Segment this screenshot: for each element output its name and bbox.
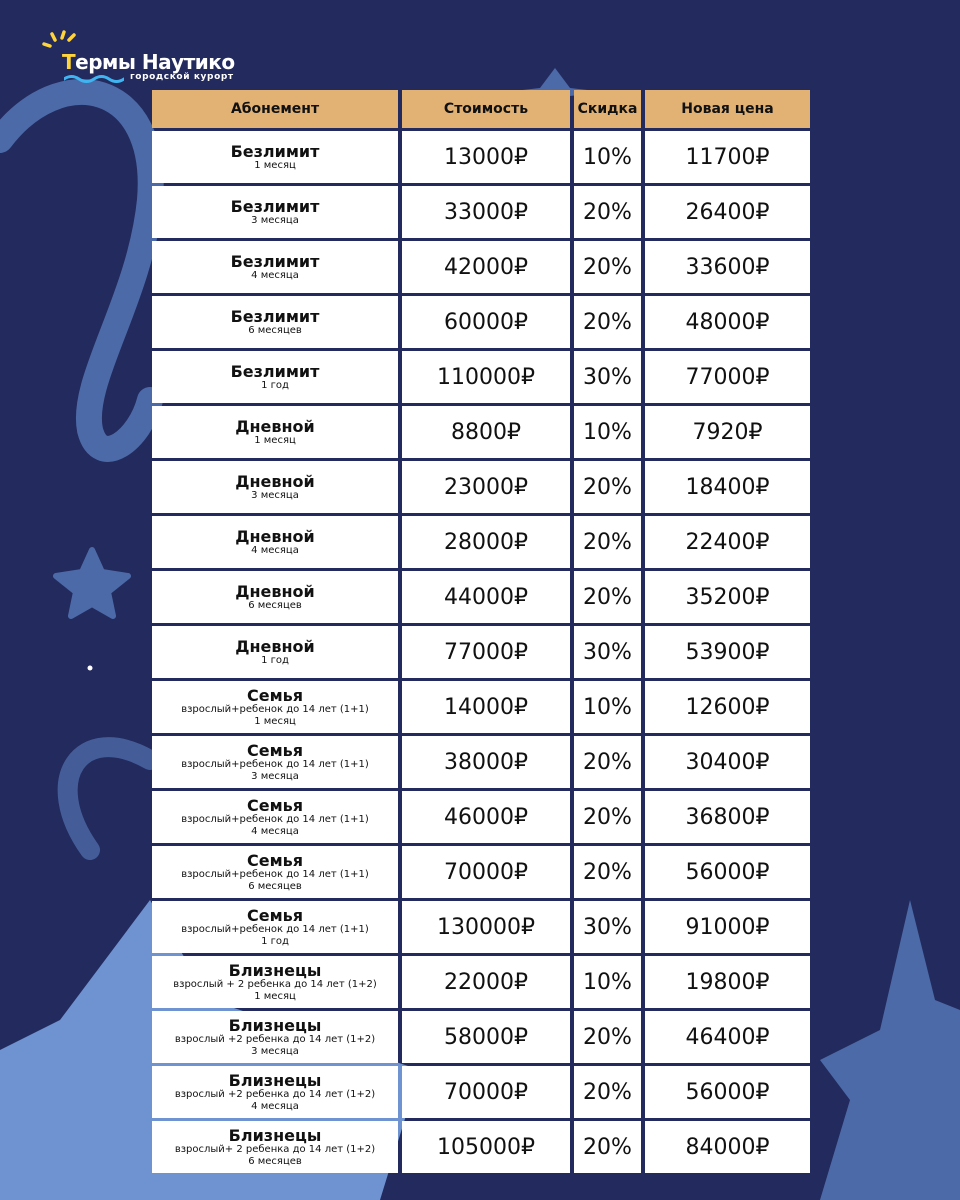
subscription-name: Близнецы bbox=[228, 960, 322, 980]
price-cell bbox=[402, 846, 570, 898]
new-price-value: 84000₽ bbox=[685, 1134, 770, 1160]
subscription-detail: 4 месяца bbox=[251, 1100, 299, 1112]
price-cell bbox=[402, 461, 570, 513]
price-value: 33000₽ bbox=[444, 199, 528, 225]
new-price-cell bbox=[645, 956, 810, 1008]
price-value: 110000₽ bbox=[437, 364, 535, 390]
subscription-detail: 4 месяца bbox=[251, 825, 299, 837]
subscription-detail: взрослый+ребенок до 14 лет (1+1) bbox=[181, 868, 369, 880]
new-price-value: 7920₽ bbox=[692, 419, 763, 445]
subscription-cell bbox=[152, 571, 398, 623]
new-price-cell bbox=[645, 351, 810, 403]
discount-cell bbox=[574, 516, 641, 568]
header-subscription: Абонемент bbox=[152, 90, 398, 128]
discount-value: 20% bbox=[583, 749, 632, 775]
discount-cell bbox=[574, 626, 641, 678]
new-price-value: 26400₽ bbox=[685, 199, 770, 225]
new-price-cell bbox=[645, 681, 810, 733]
discount-cell bbox=[574, 681, 641, 733]
discount-cell bbox=[574, 241, 641, 293]
subscription-name: Безлимит bbox=[230, 361, 320, 381]
discount-value: 20% bbox=[583, 804, 632, 830]
new-price-value: 36800₽ bbox=[685, 804, 770, 830]
price-cell bbox=[402, 406, 570, 458]
discount-value: 10% bbox=[583, 419, 632, 445]
subscription-detail: взрослый + 2 ребенка до 14 лет (1+2) bbox=[173, 978, 377, 990]
subscription-cell bbox=[152, 296, 398, 348]
subscription-name: Дневной bbox=[235, 636, 315, 656]
header-discount: Скидка bbox=[574, 90, 641, 128]
subscription-detail: 1 год bbox=[261, 379, 289, 391]
subscription-name: Близнецы bbox=[228, 1015, 322, 1035]
bg-star-right bbox=[820, 900, 960, 1200]
new-price-value: 46400₽ bbox=[685, 1024, 770, 1050]
discount-value: 20% bbox=[583, 529, 632, 555]
price-value: 38000₽ bbox=[444, 749, 528, 775]
subscription-name: Семья bbox=[246, 905, 304, 925]
price-value: 58000₽ bbox=[444, 1024, 528, 1050]
subscription-name: Семья bbox=[246, 685, 304, 705]
discount-value: 20% bbox=[583, 199, 632, 225]
new-price-cell bbox=[645, 1066, 810, 1118]
waves-icon bbox=[64, 74, 124, 84]
new-price-cell bbox=[645, 461, 810, 513]
new-price-value: 11700₽ bbox=[685, 144, 770, 170]
brand-logo bbox=[42, 30, 242, 90]
bg-dot bbox=[88, 666, 93, 671]
discount-value: 20% bbox=[583, 309, 632, 335]
discount-cell bbox=[574, 1121, 641, 1173]
price-value: 8800₽ bbox=[451, 419, 521, 445]
bg-star-left bbox=[56, 550, 128, 616]
subscription-detail: 4 месяца bbox=[251, 544, 299, 556]
new-price-cell bbox=[645, 791, 810, 843]
subscription-name: Безлимит bbox=[230, 196, 320, 216]
new-price-cell bbox=[645, 1011, 810, 1063]
price-value: 22000₽ bbox=[444, 969, 528, 995]
subscription-detail: взрослый +2 ребенка до 14 лет (1+2) bbox=[174, 1088, 376, 1100]
price-value: 46000₽ bbox=[444, 804, 528, 830]
subscription-cell bbox=[152, 131, 398, 183]
discount-value: 20% bbox=[583, 1134, 632, 1160]
price-value: 23000₽ bbox=[444, 474, 528, 500]
subscription-detail: взрослый+ребенок до 14 лет (1+1) bbox=[181, 923, 369, 935]
discount-cell bbox=[574, 461, 641, 513]
price-cell bbox=[402, 791, 570, 843]
subscription-cell bbox=[152, 1121, 398, 1173]
subscription-name: Близнецы bbox=[228, 1070, 322, 1090]
subscription-cell bbox=[152, 846, 398, 898]
subscription-detail: взрослый +2 ребенка до 14 лет (1+2) bbox=[174, 1033, 376, 1045]
subscription-detail: 3 месяца bbox=[251, 214, 299, 226]
price-value: 28000₽ bbox=[444, 529, 528, 555]
subscription-detail: 1 месяц bbox=[254, 159, 296, 171]
discount-cell bbox=[574, 1011, 641, 1063]
subscription-detail: 3 месяца bbox=[251, 770, 299, 782]
subscription-detail: 1 месяц bbox=[254, 715, 296, 727]
discount-value: 20% bbox=[583, 584, 632, 610]
price-cell bbox=[402, 516, 570, 568]
subscription-name: Дневной bbox=[235, 581, 315, 601]
discount-cell bbox=[574, 736, 641, 788]
subscription-cell bbox=[152, 186, 398, 238]
subscription-name: Семья bbox=[246, 850, 304, 870]
subscription-detail: взрослый+ребенок до 14 лет (1+1) bbox=[181, 703, 369, 715]
price-cell bbox=[402, 736, 570, 788]
price-cell bbox=[402, 571, 570, 623]
price-value: 70000₽ bbox=[444, 859, 528, 885]
subscription-cell bbox=[152, 1011, 398, 1063]
new-price-cell bbox=[645, 516, 810, 568]
subscription-detail: 4 месяца bbox=[251, 269, 299, 281]
price-value: 60000₽ bbox=[444, 309, 528, 335]
subscription-cell bbox=[152, 956, 398, 1008]
subscription-cell bbox=[152, 901, 398, 953]
subscription-name: Дневной bbox=[235, 471, 315, 491]
subscription-name: Дневной bbox=[235, 416, 315, 436]
subscription-cell bbox=[152, 406, 398, 458]
discount-value: 20% bbox=[583, 1024, 632, 1050]
subscription-name: Безлимит bbox=[230, 251, 320, 271]
subscription-cell bbox=[152, 626, 398, 678]
bg-swirl-lower bbox=[68, 747, 150, 850]
subscription-detail: взрослый+ребенок до 14 лет (1+1) bbox=[181, 758, 369, 770]
subscription-detail: 1 год bbox=[261, 935, 289, 947]
discount-value: 20% bbox=[583, 859, 632, 885]
new-price-value: 48000₽ bbox=[685, 309, 770, 335]
new-price-value: 77000₽ bbox=[685, 364, 770, 390]
discount-value: 10% bbox=[583, 694, 632, 720]
price-table bbox=[152, 90, 810, 1173]
new-price-cell bbox=[645, 571, 810, 623]
discount-value: 20% bbox=[583, 474, 632, 500]
new-price-value: 91000₽ bbox=[685, 914, 770, 940]
new-price-cell bbox=[645, 736, 810, 788]
discount-cell bbox=[574, 901, 641, 953]
new-price-value: 19800₽ bbox=[685, 969, 770, 995]
price-cell bbox=[402, 1011, 570, 1063]
new-price-cell bbox=[645, 406, 810, 458]
price-cell bbox=[402, 956, 570, 1008]
new-price-cell bbox=[645, 901, 810, 953]
price-cell bbox=[402, 131, 570, 183]
subscription-detail: 6 месяцев bbox=[248, 324, 302, 336]
price-value: 13000₽ bbox=[444, 144, 528, 170]
subscription-detail: 1 год bbox=[261, 654, 289, 666]
price-cell bbox=[402, 626, 570, 678]
discount-cell bbox=[574, 296, 641, 348]
discount-cell bbox=[574, 131, 641, 183]
price-cell bbox=[402, 681, 570, 733]
new-price-value: 18400₽ bbox=[685, 474, 770, 500]
subscription-cell bbox=[152, 351, 398, 403]
new-price-value: 56000₽ bbox=[685, 859, 770, 885]
new-price-cell bbox=[645, 626, 810, 678]
subscription-cell bbox=[152, 681, 398, 733]
new-price-value: 35200₽ bbox=[685, 584, 770, 610]
discount-cell bbox=[574, 571, 641, 623]
discount-value: 30% bbox=[583, 639, 632, 665]
subscription-detail: 1 месяц bbox=[254, 990, 296, 1002]
new-price-cell bbox=[645, 241, 810, 293]
price-cell bbox=[402, 186, 570, 238]
new-price-value: 56000₽ bbox=[685, 1079, 770, 1105]
subscription-name: Близнецы bbox=[228, 1125, 322, 1145]
subscription-detail: 6 месяцев bbox=[248, 599, 302, 611]
subscription-cell bbox=[152, 241, 398, 293]
bg-swirl bbox=[0, 92, 151, 449]
price-cell bbox=[402, 1121, 570, 1173]
discount-cell bbox=[574, 406, 641, 458]
new-price-cell bbox=[645, 1121, 810, 1173]
subscription-detail: 3 месяца bbox=[251, 489, 299, 501]
price-value: 70000₽ bbox=[444, 1079, 528, 1105]
subscription-detail: 6 месяцев bbox=[248, 880, 302, 892]
discount-cell bbox=[574, 1066, 641, 1118]
price-cell bbox=[402, 901, 570, 953]
new-price-cell bbox=[645, 846, 810, 898]
new-price-value: 33600₽ bbox=[685, 254, 770, 280]
price-cell bbox=[402, 1066, 570, 1118]
discount-value: 20% bbox=[583, 1079, 632, 1105]
new-price-value: 53900₽ bbox=[685, 639, 770, 665]
discount-value: 10% bbox=[583, 144, 632, 170]
discount-cell bbox=[574, 186, 641, 238]
price-cell bbox=[402, 351, 570, 403]
subscription-name: Дневной bbox=[235, 526, 315, 546]
subscription-name: Безлимит bbox=[230, 141, 320, 161]
discount-cell bbox=[574, 956, 641, 1008]
new-price-cell bbox=[645, 131, 810, 183]
new-price-value: 12600₽ bbox=[685, 694, 770, 720]
discount-cell bbox=[574, 791, 641, 843]
subscription-name: Безлимит bbox=[230, 306, 320, 326]
subscription-cell bbox=[152, 736, 398, 788]
subscription-detail: 1 месяц bbox=[254, 434, 296, 446]
subscription-detail: 3 месяца bbox=[251, 1045, 299, 1057]
price-value: 77000₽ bbox=[444, 639, 528, 665]
brand-name: Термы Наутико bbox=[62, 50, 235, 74]
price-value: 44000₽ bbox=[444, 584, 528, 610]
price-cell bbox=[402, 241, 570, 293]
subscription-detail: взрослый+ 2 ребенка до 14 лет (1+2) bbox=[174, 1143, 376, 1155]
subscription-name: Семья bbox=[246, 740, 304, 760]
brand-tagline: городской курорт bbox=[130, 72, 234, 82]
price-value: 42000₽ bbox=[444, 254, 528, 280]
subscription-detail: взрослый+ребенок до 14 лет (1+1) bbox=[181, 813, 369, 825]
price-cell bbox=[402, 296, 570, 348]
subscription-detail: 6 месяцев bbox=[248, 1155, 302, 1167]
discount-value: 30% bbox=[583, 914, 632, 940]
subscription-cell bbox=[152, 516, 398, 568]
header-price: Стоимость bbox=[402, 90, 570, 128]
new-price-value: 30400₽ bbox=[685, 749, 770, 775]
new-price-cell bbox=[645, 296, 810, 348]
discount-cell bbox=[574, 351, 641, 403]
new-price-value: 22400₽ bbox=[685, 529, 770, 555]
new-price-cell bbox=[645, 186, 810, 238]
price-value: 130000₽ bbox=[437, 914, 535, 940]
price-value: 14000₽ bbox=[444, 694, 528, 720]
subscription-cell bbox=[152, 791, 398, 843]
subscription-cell bbox=[152, 461, 398, 513]
discount-value: 10% bbox=[583, 969, 632, 995]
discount-cell bbox=[574, 846, 641, 898]
discount-value: 20% bbox=[583, 254, 632, 280]
subscription-name: Семья bbox=[246, 795, 304, 815]
subscription-cell bbox=[152, 1066, 398, 1118]
price-value: 105000₽ bbox=[437, 1134, 535, 1160]
discount-value: 30% bbox=[583, 364, 632, 390]
header-new-price: Новая цена bbox=[645, 90, 810, 128]
